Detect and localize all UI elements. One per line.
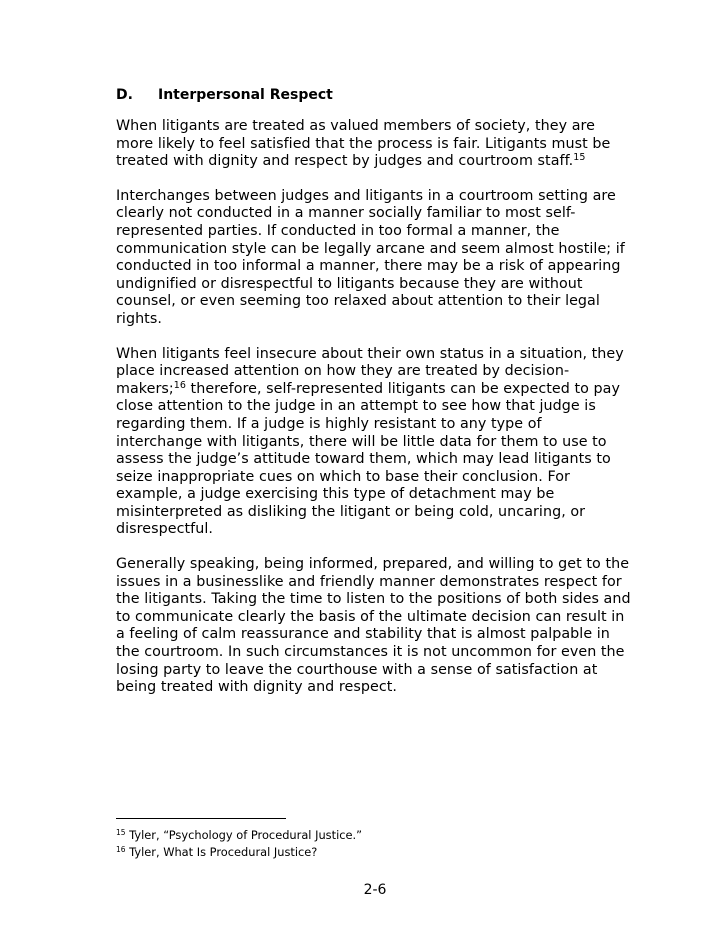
paragraph-3 xyxy=(116,346,632,540)
footnote-text: Tyler, What Is Procedural Justice? xyxy=(125,845,318,859)
paragraph-2 xyxy=(116,188,632,329)
footnote-ref-15: 15 xyxy=(573,152,586,164)
paragraph-1 xyxy=(116,118,632,171)
footnote-number: 16 xyxy=(116,845,126,854)
footnote-ref-16: 16 xyxy=(173,379,186,391)
footnote-15 xyxy=(116,827,632,844)
paragraph-4 xyxy=(116,556,632,697)
footnote-16 xyxy=(116,844,632,861)
footnotes xyxy=(116,827,632,861)
paragraph-3-text-before: When litigants feel insecure about their own status in a situation, they place increased attention on how they are treated by decision-makers; xyxy=(116,345,624,397)
page-number: 2-6 xyxy=(363,882,387,898)
footnote-number: 15 xyxy=(116,828,126,837)
section-letter: D. xyxy=(116,87,133,103)
footnote-separator xyxy=(116,818,286,819)
paragraph-2-text: Interchanges between judges and litigants in a courtroom setting are clearly not conducted in a manner socially familiar to most self-represented parties. If conducted in too formal a manner, the communication style can be legally arcane and seem almost hostile; if conducted in too informal a manner, there may be a risk of appearing undignified or disrespectful to litigants because they are without counsel, or even seeming too relaxed about attention to their legal rights. xyxy=(116,187,625,327)
section-title: Interpersonal Respect xyxy=(158,87,333,103)
main-content xyxy=(116,87,632,714)
footnote-text: Tyler, “Psychology of Procedural Justice.” xyxy=(125,828,363,842)
section-heading xyxy=(116,87,632,104)
paragraph-1-text: When litigants are treated as valued members of society, they are more likely to feel satisfied that the process is fair. Litigants must be treated with dignity and respect by judges and courtroom staff. xyxy=(116,118,611,170)
paragraph-3-text-after: therefore, self-represented litigants can be expected to pay close attention to the judge in an attempt to see how that judge is regarding them. If a judge is highly resistant to any type of interchange with litigants, there will be little data for them to use to assess the judge’s attitude toward them, which may lead litigants to seize inappropriate cues on which to base their conclusion. For example, a judge exercising this type of detachment may be misinterpreted as disliking the litigant or being cold, uncaring, or disrespectful. xyxy=(116,380,620,538)
paragraph-4-text: Generally speaking, being informed, prepared, and willing to get to the issues in a businesslike and friendly manner demonstrates respect for the litigants. Taking the time to listen to the positions of both sides and to communicate clearly the basis of the ultimate decision can result in a feeling of calm reassurance and stability that is almost palpable in the courtroom. In such circumstances it is not uncommon for even the losing party to leave the courthouse with a sense of satisfaction at being treated with dignity and respect. xyxy=(116,556,631,696)
